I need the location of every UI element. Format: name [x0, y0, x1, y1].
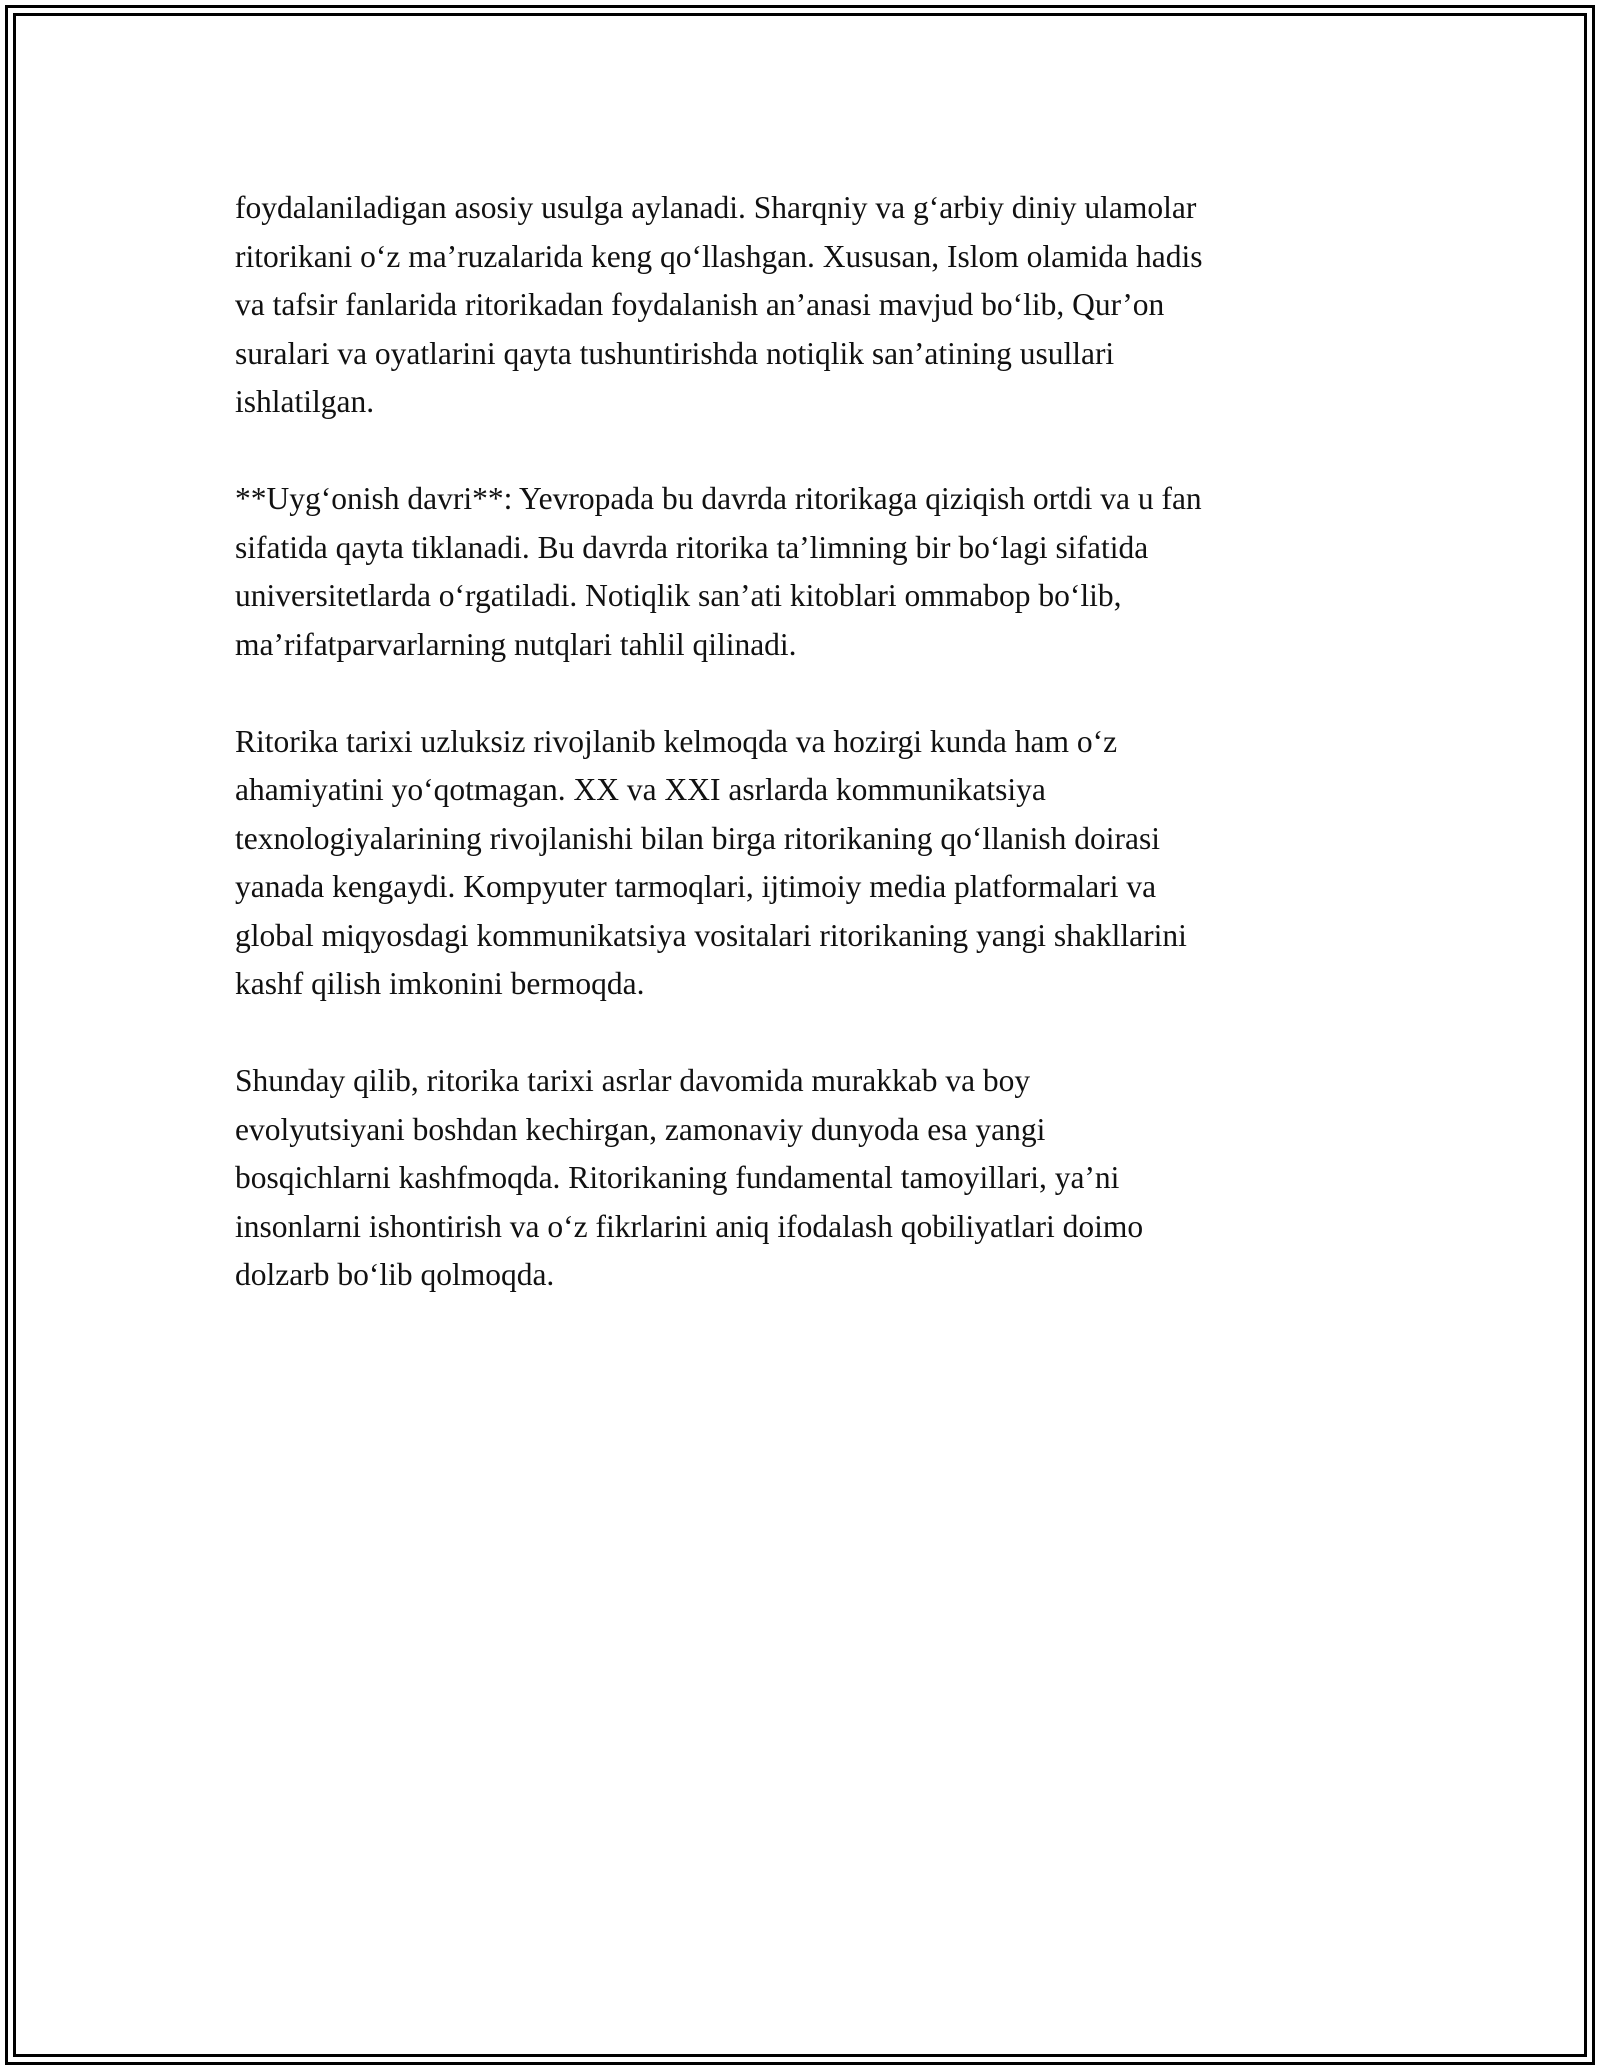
paragraph-3: Ritorika tarixi uzluksiz rivojlanib kelmoqda va hozirgi kunda ham o‘z ahamiyatini yo‘qotmagan. XX va XXI asrlarda kommunikatsiya texnologiyalarining rivojlanishi bilan birga ritorikaning qo‘llanish doirasi yanada kengaydi. Kompyuter tarmoqlari, ijtimoiy media platformalari va global miqyosdagi kommunikatsiya vositalari ritorikaning yangi shakllarini kashf qilish imkonini bermoqda.: [235, 723, 1187, 1001]
paragraph-2: **Uyg‘onish davri**: Yevropada bu davrda ritorikaga qiziqish ortdi va u fan sifatida qayta tiklanadi. Bu davrda ritorika ta’limning bir bo‘lagi sifatida universitetlarda o‘rgatiladi. Notiqlik san’ati kitoblari ommabop bo‘lib, ma’rifatparvarlarning nutqlari tahlil qilinadi.: [235, 481, 1202, 662]
paragraph-4: Shunday qilib, ritorika tarixi asrlar davomida murakkab va boy evolyutsiyani boshdan kechirgan, zamonaviy dunyoda esa yangi bosqichlarni kashfmoqda. Ritorikaning fundamental tamoyillari, ya’ni insonlarni ishontirish va o‘z fikrlarini aniq ifodalash qobiliyatlari doimo dolzarb bo‘lib qolmoqda.: [235, 1063, 1144, 1292]
paragraph-1: foydalaniladigan asosiy usulga aylanadi. Sharqniy va g‘arbiy diniy ulamolar ritorikani o‘z ma’ruzalarida keng qo‘llashgan. Xususan, Islom olamida hadis va tafsir fanlarida ritorikadan foydalanish an’anasi mavjud bo‘lib, Qur’on suralari va oyatlarini qayta tushuntirishda notiqlik san’atining usullari ishlatilgan.: [235, 190, 1203, 419]
document-body: [235, 184, 1375, 1300]
